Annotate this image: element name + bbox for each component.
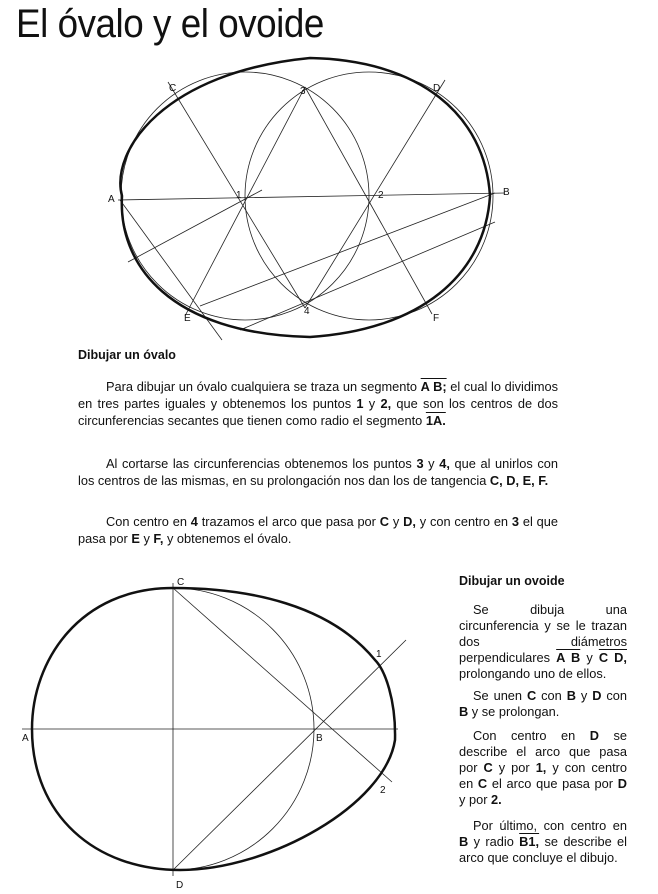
ovoid-paragraph-3: Con centro en D se describe el arco que pasa por C y por 1, y con centro en C el arco que pasa por D y por 2. [459, 728, 627, 807]
section-heading-oval: Dibujar un óvalo [78, 348, 176, 362]
label-c2: C [177, 577, 185, 588]
line-c-b-extension [173, 588, 392, 782]
line-3-f [305, 87, 432, 314]
label-3: 3 [300, 86, 306, 97]
line-3-e [185, 87, 305, 316]
page-title: El óvalo y el ovoide [16, 2, 324, 46]
line-1-extension [128, 190, 262, 262]
oval-paragraph-3: Con centro en 4 trazamos el arco que pasa por C y D, y con centro en 3 el que pasa por E y F, y obtenemos el óvalo. [78, 514, 558, 546]
label-a2: A [22, 733, 29, 744]
line-4-d [305, 80, 445, 308]
label-a: A [108, 194, 115, 205]
label-1: 1 [236, 190, 242, 201]
label-e: E [184, 313, 191, 324]
ovoid-paragraph-4: Por último, con centro en B y radio B1, se describe el arco que concluye el dibujo. [459, 818, 627, 865]
segment-a-b [118, 193, 505, 200]
oval-paragraph-2: Al cortarse las circunferencias obtenemos los puntos 3 y 4, que al unirlos con los centros de las mismas, en su prolongación nos dan los de tangencia C, D, E, F. [78, 456, 558, 488]
oval-outline [120, 58, 490, 337]
label-b: B [503, 187, 510, 198]
section-heading-ovoid: Dibujar un ovoide [459, 574, 565, 588]
label-1b: 1 [376, 649, 382, 660]
label-4: 4 [304, 306, 310, 317]
ovoid-paragraph-2: Se unen C con B y D con B y se prolongan. [459, 688, 628, 719]
label-d: D [433, 83, 441, 94]
label-c: C [169, 83, 177, 94]
oval-paragraph-1: Para dibujar un óvalo cualquiera se traza un segmento A B; el cual lo dividimos en tres partes iguales y obtenemos los puntos 1 y 2, que son los centros de dos circunferencias secantes que tienen como radio el segmento 1A. [78, 379, 558, 428]
line-d-b-extension [173, 640, 406, 870]
ovoid-paragraph-1: Se dibuja una circunferencia y se le trazan dos diámetros perpendiculares A B y C D, prolongando uno de ellos. [459, 602, 627, 681]
label-2: 2 [378, 190, 384, 201]
label-2b: 2 [380, 785, 386, 796]
label-d2: D [176, 880, 184, 891]
label-f: F [433, 313, 440, 324]
label-b2: B [316, 733, 323, 744]
